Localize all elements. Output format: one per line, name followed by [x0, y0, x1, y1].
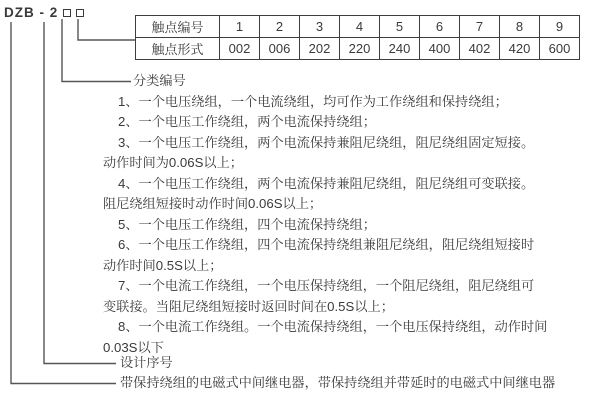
- classification-line: 0.03S以下: [103, 339, 164, 355]
- classification-line: 8、一个电流工作绕组。一个电流保持绕组，一个电压保持绕组，动作时间: [118, 319, 548, 334]
- contact-number-cell: 6: [420, 16, 460, 38]
- contact-number-cell: 5: [380, 16, 420, 38]
- contact-form-cell: 400: [420, 38, 460, 60]
- contact-form-row: [136, 38, 580, 60]
- contact-number-cell: 1: [220, 16, 260, 38]
- contact-form-cell: 600: [540, 38, 580, 60]
- classification-line: 1、一个电压绕组，一个电流绕组，均可作为工作绕组和保持绕组；: [118, 93, 508, 109]
- contact-form-cell: 402: [460, 38, 500, 60]
- classification-line: 2、一个电压工作绕组，两个电流保持绕组；: [118, 114, 376, 129]
- classification-line: 动作时间为0.06S以上；: [103, 155, 243, 170]
- design-serial-label: 设计序号: [120, 355, 173, 370]
- contact-form-cell: 240: [380, 38, 420, 60]
- classification-line: 6、一个电压工作绕组，四个电流保持绕组兼阻尼绕组，阻尼绕组短接时: [118, 237, 535, 252]
- classification-line: 变联接。当阻尼绕组短接时返回时间在0.5S以上；: [103, 298, 394, 314]
- contact-table: [135, 15, 580, 60]
- contact-form-cell: 006: [260, 38, 300, 60]
- contact-number-label: 触点编号: [136, 16, 220, 38]
- contact-number-cell: 3: [300, 16, 340, 38]
- contact-form-cell: 002: [220, 38, 260, 60]
- relay-description: 带保持绕组的电磁式中间继电器，带保持绕组并带延时的电磁式中间继电器: [120, 375, 556, 390]
- contact-number-row: [136, 16, 580, 38]
- classification-line: 动作时间0.5S以上；: [103, 257, 223, 273]
- classification-label: 分类编号: [133, 73, 186, 88]
- classification-line: 3、一个电压工作绕组，两个电流保持兼阻尼绕组，阻尼绕组固定短接。: [118, 134, 535, 150]
- classification-line: 7、一个电流工作绕组，一个电压保持绕组，一个阻尼绕组，阻尼绕组可: [118, 278, 535, 293]
- classification-block: [103, 71, 547, 358]
- contact-number-cell: 9: [540, 16, 580, 38]
- contact-form-cell: 420: [500, 38, 540, 60]
- contact-number-cell: 8: [500, 16, 540, 38]
- contact-form-cell: 220: [340, 38, 380, 60]
- contact-number-cell: 7: [460, 16, 500, 38]
- classification-line: 5、一个电压工作绕组，四个电流保持绕组；: [118, 216, 376, 232]
- contact-form-label: 触点形式: [136, 38, 220, 60]
- contact-number-cell: 4: [340, 16, 380, 38]
- contact-number-cell: 2: [260, 16, 300, 38]
- classification-line: 4、一个电压工作绕组，两个电流保持兼阻尼绕组，阻尼绕组可变联接。: [118, 175, 535, 191]
- contact-form-cell: 202: [300, 38, 340, 60]
- classification-line: 阻尼绕组短接时动作时间0.06S以上；: [103, 196, 323, 211]
- model-code-text: DZB - 2: [4, 5, 59, 20]
